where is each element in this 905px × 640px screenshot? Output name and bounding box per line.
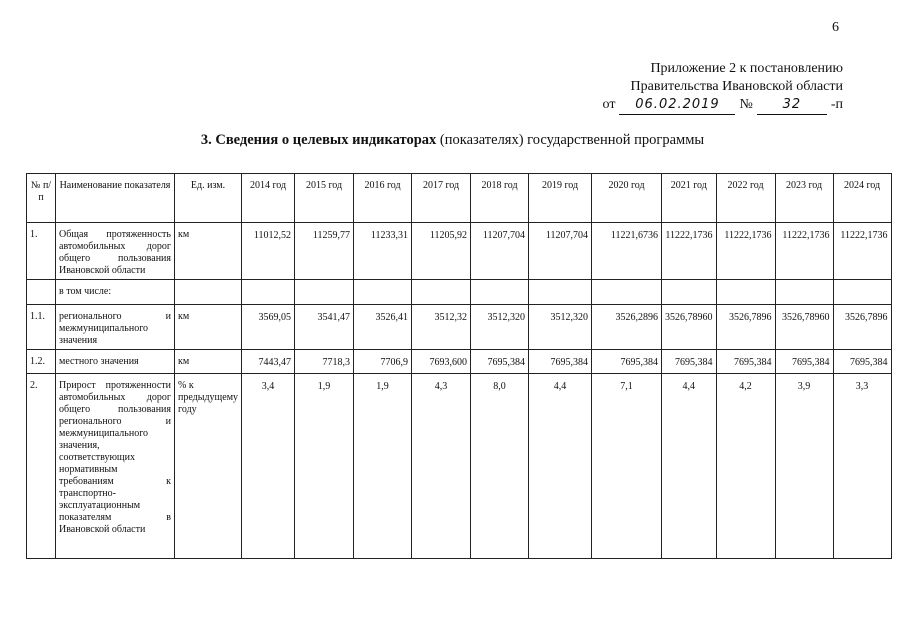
value-cell: 3512,320 [471, 305, 529, 350]
value-cell: 4,3 [412, 374, 471, 559]
value-cell: 3526,78960 [775, 305, 833, 350]
value-cell: 4,4 [662, 374, 717, 559]
value-cell: 3526,7896 [833, 305, 891, 350]
row-name: местного значения [56, 350, 175, 374]
number-suffix: -п [830, 97, 843, 112]
value-cell: 7693,600 [412, 350, 471, 374]
value-cell: 8,0 [471, 374, 529, 559]
row-unit: км [175, 305, 242, 350]
value-cell: 11012,52 [242, 223, 295, 280]
indicators-table [26, 173, 892, 559]
value-cell: 11221,6736 [592, 223, 662, 280]
row-name: в том числе: [56, 280, 175, 305]
header-cell: Ед. изм. [175, 174, 242, 223]
value-cell: 7695,384 [592, 350, 662, 374]
value-cell: 3512,320 [529, 305, 592, 350]
value-cell [242, 280, 295, 305]
appendix-line-1: Приложение 2 к постановлению [650, 61, 843, 76]
appendix-line-3 [603, 96, 843, 115]
page-number: 6 [832, 20, 839, 35]
header-cell: 2023 год [775, 174, 833, 223]
header-cell: 2024 год [833, 174, 891, 223]
value-cell: 7,1 [592, 374, 662, 559]
value-cell [833, 280, 891, 305]
row-name: Общая протяженность автомобильных дорог общего пользования Ивановской области [56, 223, 175, 280]
value-cell: 11222,1736 [775, 223, 833, 280]
table-row [27, 280, 892, 305]
value-cell: 3526,7896 [716, 305, 775, 350]
value-cell: 7695,384 [471, 350, 529, 374]
value-cell [412, 280, 471, 305]
value-cell [662, 280, 717, 305]
header-cell: 2018 год [471, 174, 529, 223]
value-cell: 1,9 [295, 374, 354, 559]
value-cell [295, 280, 354, 305]
header-cell: 2020 год [592, 174, 662, 223]
value-cell: 11207,704 [471, 223, 529, 280]
table-header-row [27, 174, 892, 223]
value-cell [354, 280, 412, 305]
value-cell: 3512,32 [412, 305, 471, 350]
row-code: 2. [27, 374, 56, 559]
value-cell: 11207,704 [529, 223, 592, 280]
row-code: 1.2. [27, 350, 56, 374]
value-cell: 7695,384 [529, 350, 592, 374]
value-cell: 11222,1736 [833, 223, 891, 280]
handwritten-date: 06.02.2019 [619, 96, 735, 115]
row-unit: % к предыдущему году [175, 374, 242, 559]
number-label: № [739, 97, 753, 112]
value-cell: 3541,47 [295, 305, 354, 350]
section-title-bold: Сведения о целевых индикаторах [215, 132, 437, 148]
value-cell: 3526,2896 [592, 305, 662, 350]
value-cell: 3,9 [775, 374, 833, 559]
table-row [27, 350, 892, 374]
section-title [0, 132, 905, 149]
row-code: 1. [27, 223, 56, 280]
value-cell: 7695,384 [716, 350, 775, 374]
value-cell: 3526,78960 [662, 305, 717, 350]
header-cell: № п/п [27, 174, 56, 223]
row-unit: км [175, 350, 242, 374]
table-row [27, 374, 892, 559]
value-cell: 3526,41 [354, 305, 412, 350]
value-cell: 3569,05 [242, 305, 295, 350]
value-cell: 11205,92 [412, 223, 471, 280]
header-cell: 2016 год [354, 174, 412, 223]
value-cell: 11222,1736 [662, 223, 717, 280]
appendix-block [603, 60, 843, 115]
value-cell: 7695,384 [833, 350, 891, 374]
handwritten-number: 32 [757, 96, 827, 115]
value-cell: 4,4 [529, 374, 592, 559]
row-code: 1.1. [27, 305, 56, 350]
header-cell: 2014 год [242, 174, 295, 223]
value-cell: 3,3 [833, 374, 891, 559]
header-cell: 2021 год [662, 174, 717, 223]
value-cell [529, 280, 592, 305]
header-cell: 2015 год [295, 174, 354, 223]
value-cell [471, 280, 529, 305]
section-title-rest: (показателях) государственной программы [439, 132, 705, 148]
value-cell: 11259,77 [295, 223, 354, 280]
value-cell: 11222,1736 [716, 223, 775, 280]
value-cell: 11233,31 [354, 223, 412, 280]
value-cell [716, 280, 775, 305]
header-cell: 2019 год [529, 174, 592, 223]
value-cell: 3,4 [242, 374, 295, 559]
table-row [27, 305, 892, 350]
header-cell: 2022 год [716, 174, 775, 223]
table-row [27, 223, 892, 280]
value-cell: 7695,384 [662, 350, 717, 374]
value-cell [775, 280, 833, 305]
value-cell: 7718,3 [295, 350, 354, 374]
from-label: от [602, 97, 616, 112]
value-cell: 7695,384 [775, 350, 833, 374]
value-cell: 7443,47 [242, 350, 295, 374]
appendix-line-2: Правительства Ивановской области [630, 79, 843, 94]
value-cell [592, 280, 662, 305]
header-cell: 2017 год [412, 174, 471, 223]
value-cell: 1,9 [354, 374, 412, 559]
row-name: Прирост протяженности автомобильных дорог общего пользования регионального и межмуниципального значения, соответствующих нормативным требованиям к транспортно-эксплуатационным показателям в Ивановской области [56, 374, 175, 559]
section-number: 3. [200, 132, 212, 148]
value-cell: 7706,9 [354, 350, 412, 374]
header-cell: Наименование показателя [56, 174, 175, 223]
value-cell: 4,2 [716, 374, 775, 559]
row-name: регионального и межмуниципального значения [56, 305, 175, 350]
row-unit: км [175, 223, 242, 280]
row-code [27, 280, 56, 305]
row-unit [175, 280, 242, 305]
